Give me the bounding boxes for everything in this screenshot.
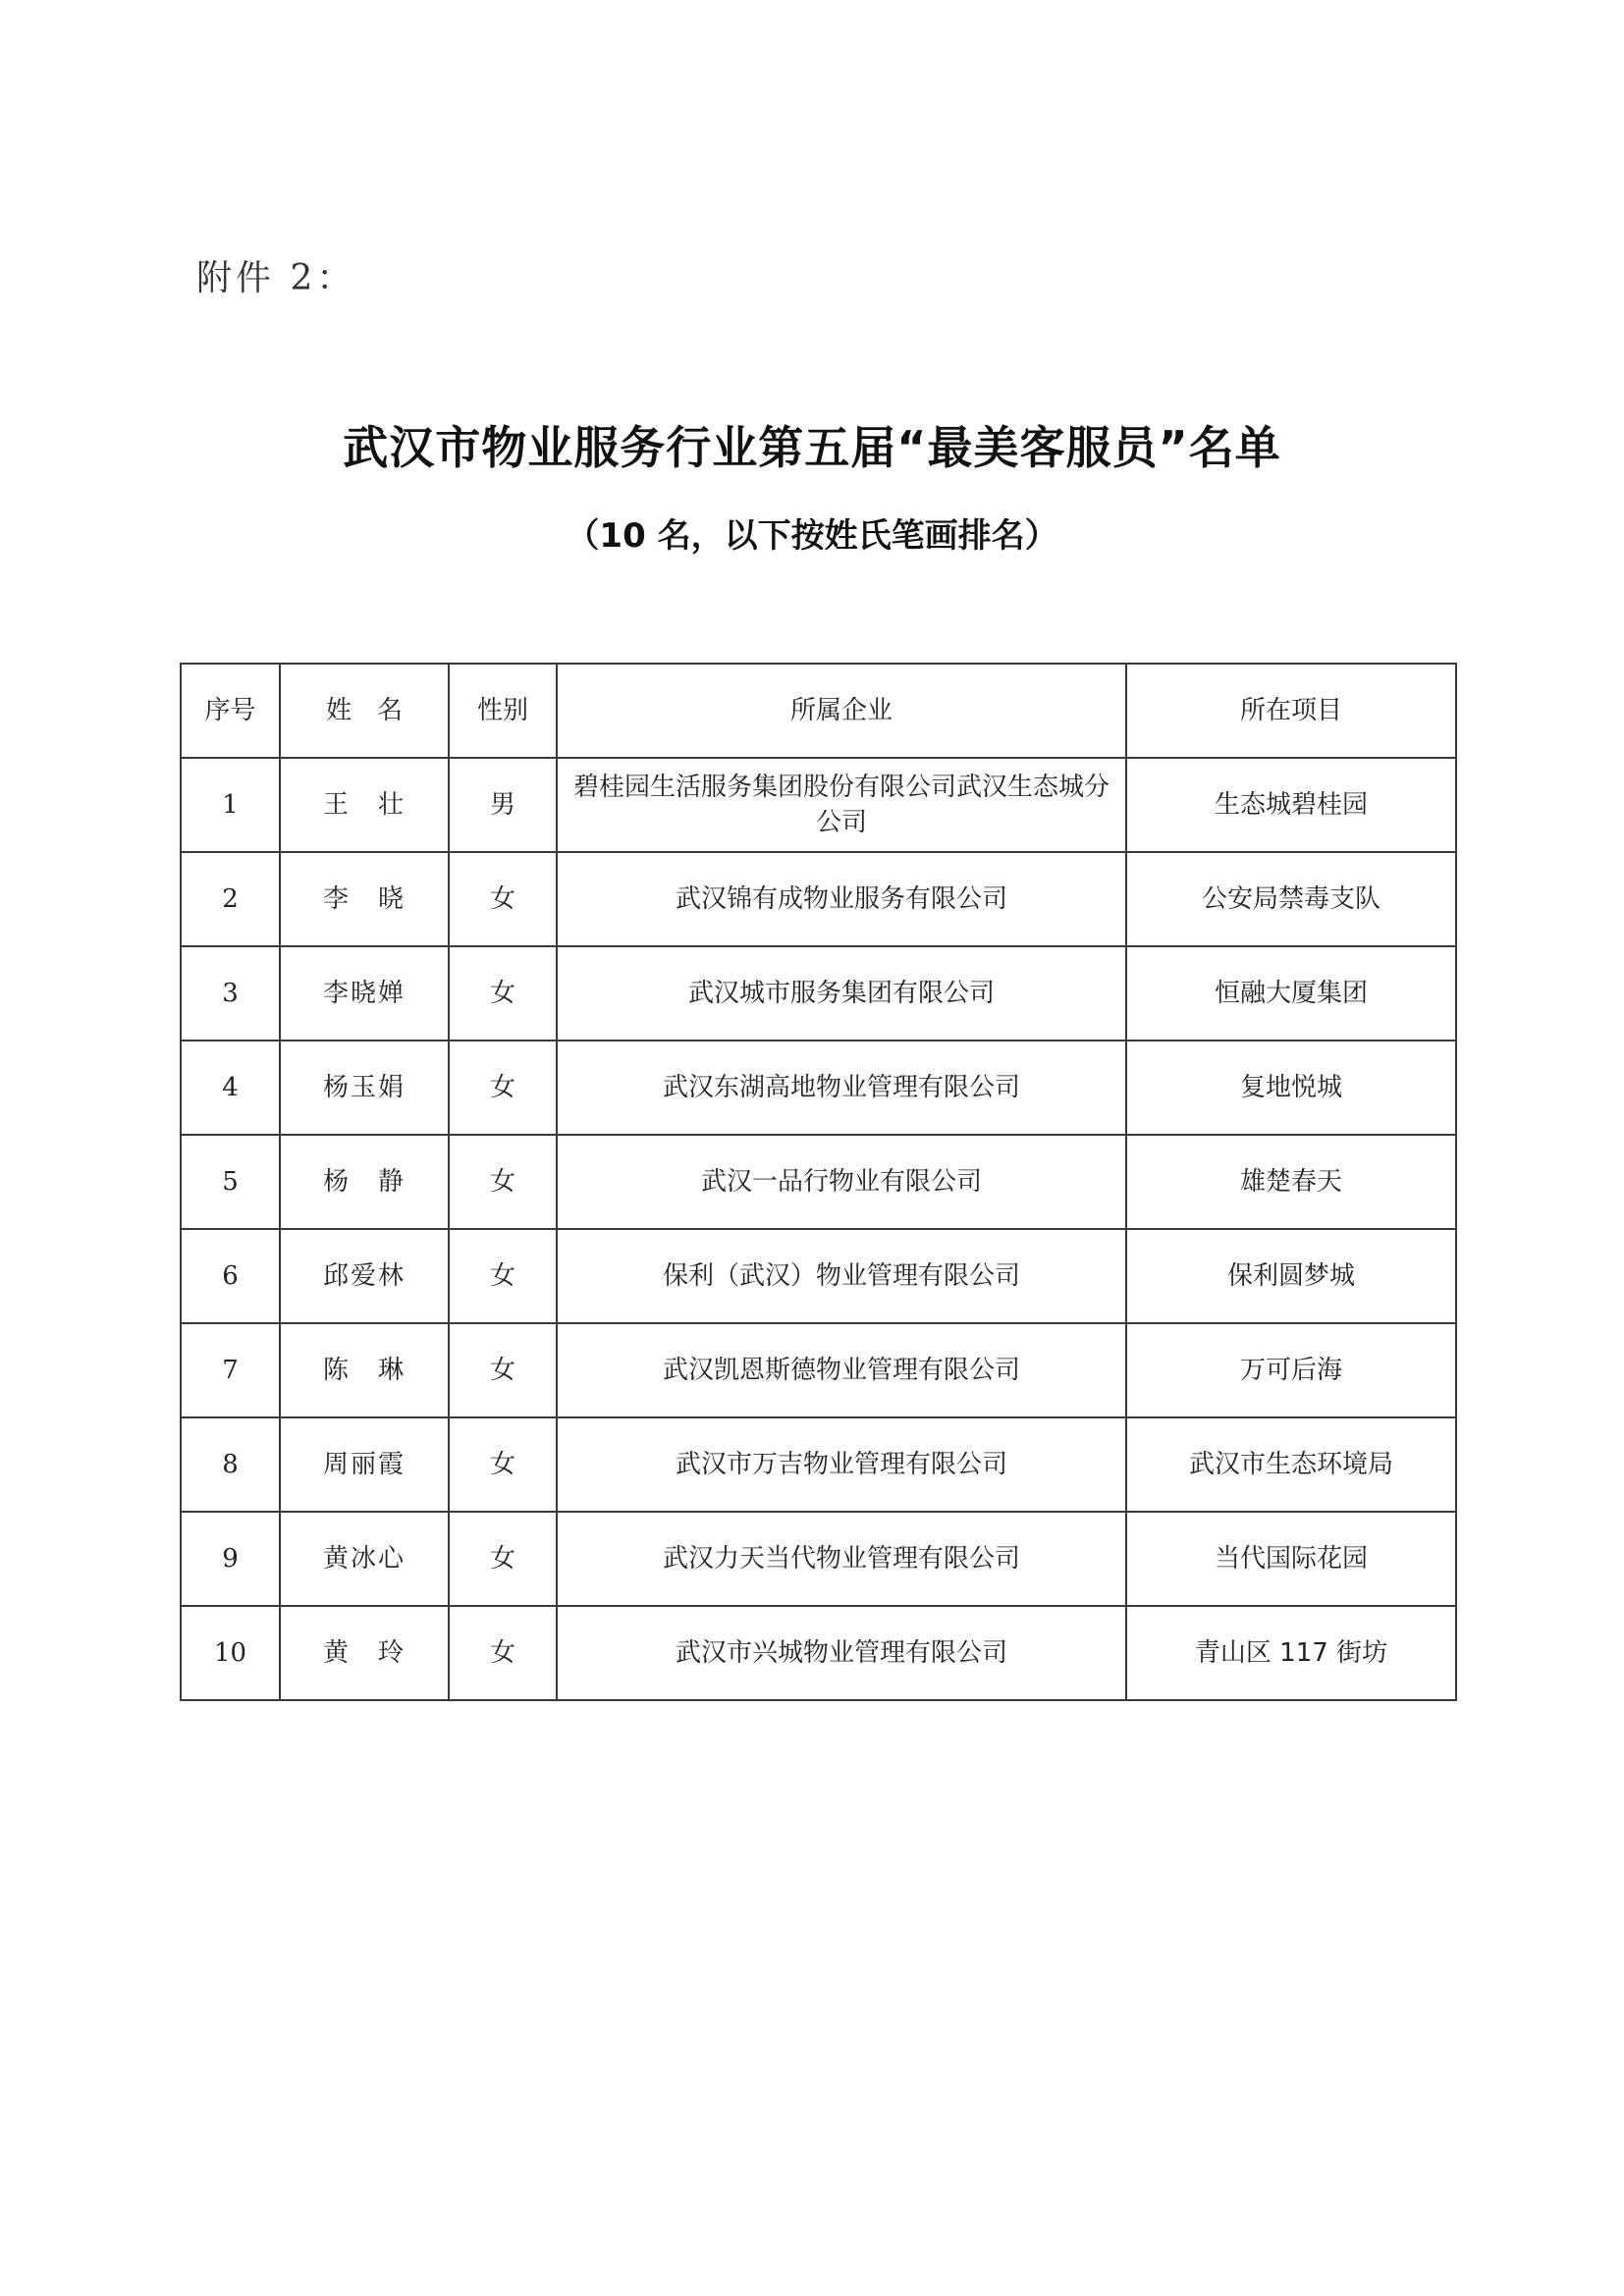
table-body xyxy=(181,758,1456,1700)
table-row xyxy=(181,1041,1456,1135)
row-project: 万可后海 xyxy=(1126,1323,1456,1417)
row-index: 6 xyxy=(181,1229,280,1323)
header-name: 姓 名 xyxy=(280,664,449,758)
row-name: 黄冰心 xyxy=(280,1512,449,1606)
row-name: 周丽霞 xyxy=(280,1417,449,1512)
header-project: 所在项目 xyxy=(1126,664,1456,758)
row-name: 邱爱林 xyxy=(280,1229,449,1323)
row-company: 武汉城市服务集团有限公司 xyxy=(557,946,1126,1041)
header-gender: 性别 xyxy=(449,664,557,758)
row-gender: 女 xyxy=(449,1323,557,1417)
table-row xyxy=(181,1417,1456,1512)
header-row xyxy=(181,664,1456,758)
row-company: 武汉东湖高地物业管理有限公司 xyxy=(557,1041,1126,1135)
row-company: 武汉凯恩斯德物业管理有限公司 xyxy=(557,1323,1126,1417)
document-subtitle: （10 名，以下按姓氏笔画排名） xyxy=(566,516,1058,556)
row-index: 4 xyxy=(181,1041,280,1135)
row-company: 武汉力天当代物业管理有限公司 xyxy=(557,1512,1126,1606)
row-index: 10 xyxy=(181,1606,280,1700)
table-row xyxy=(181,1512,1456,1606)
header-company: 所属企业 xyxy=(557,664,1126,758)
row-index: 2 xyxy=(181,852,280,946)
table-row xyxy=(181,852,1456,946)
table-row xyxy=(181,1135,1456,1229)
row-company: 武汉市万吉物业管理有限公司 xyxy=(557,1417,1126,1512)
row-company: 武汉锦有成物业服务有限公司 xyxy=(557,852,1126,946)
table-row xyxy=(181,946,1456,1041)
row-gender: 女 xyxy=(449,852,557,946)
roster-table xyxy=(180,663,1457,1701)
row-index: 3 xyxy=(181,946,280,1041)
document-title: 武汉市物业服务行业第五届“最美客服员”名单 xyxy=(343,421,1281,474)
header-index: 序号 xyxy=(181,664,280,758)
row-company: 武汉市兴城物业管理有限公司 xyxy=(557,1606,1126,1700)
row-gender: 男 xyxy=(449,758,557,852)
row-index: 9 xyxy=(181,1512,280,1606)
row-project: 保利圆梦城 xyxy=(1126,1229,1456,1323)
row-name: 陈 琳 xyxy=(280,1323,449,1417)
table-row xyxy=(181,1229,1456,1323)
row-gender: 女 xyxy=(449,1229,557,1323)
row-gender: 女 xyxy=(449,1135,557,1229)
row-name: 黄 玲 xyxy=(280,1606,449,1700)
row-project: 雄楚春天 xyxy=(1126,1135,1456,1229)
row-name: 杨 静 xyxy=(280,1135,449,1229)
row-company: 保利（武汉）物业管理有限公司 xyxy=(557,1229,1126,1323)
row-project: 青山区 117 街坊 xyxy=(1126,1606,1456,1700)
table-header xyxy=(181,664,1456,758)
table-row xyxy=(181,1323,1456,1417)
row-gender: 女 xyxy=(449,1041,557,1135)
row-gender: 女 xyxy=(449,1417,557,1512)
row-project: 当代国际花园 xyxy=(1126,1512,1456,1606)
row-name: 李 晓 xyxy=(280,852,449,946)
row-gender: 女 xyxy=(449,1512,557,1606)
row-project: 公安局禁毒支队 xyxy=(1126,852,1456,946)
row-index: 7 xyxy=(181,1323,280,1417)
row-company: 武汉一品行物业有限公司 xyxy=(557,1135,1126,1229)
row-project: 生态城碧桂园 xyxy=(1126,758,1456,852)
row-index: 1 xyxy=(181,758,280,852)
row-project: 恒融大厦集团 xyxy=(1126,946,1456,1041)
row-company: 碧桂园生活服务集团股份有限公司武汉生态城分公司 xyxy=(557,758,1126,852)
table-row xyxy=(181,758,1456,852)
row-gender: 女 xyxy=(449,946,557,1041)
row-name: 王 壮 xyxy=(280,758,449,852)
row-name: 李晓婵 xyxy=(280,946,449,1041)
row-project: 复地悦城 xyxy=(1126,1041,1456,1135)
row-index: 8 xyxy=(181,1417,280,1512)
attachment-label: 附件 2： xyxy=(196,258,356,298)
row-project: 武汉市生态环境局 xyxy=(1126,1417,1456,1512)
row-index: 5 xyxy=(181,1135,280,1229)
row-gender: 女 xyxy=(449,1606,557,1700)
table-row xyxy=(181,1606,1456,1700)
row-name: 杨玉娟 xyxy=(280,1041,449,1135)
